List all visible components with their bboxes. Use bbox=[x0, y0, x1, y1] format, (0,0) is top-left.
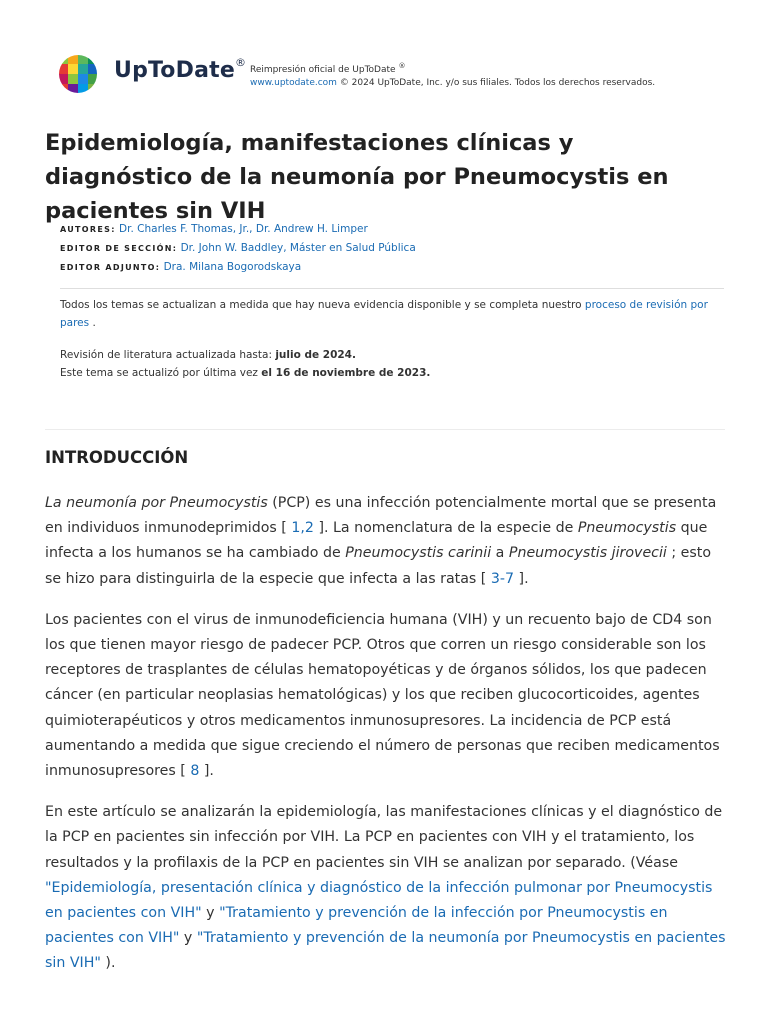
paragraph: La neumonía por Pneumocystis (PCP) es una infección potencialmente mortal que se presenta en individuos inmunodeprimidos [ 1,2 ]. La nomenclatura de la especie de Pneumocystis que infecta a los humanos se ha cambiado de Pneumocystis carinii a Pneumocystis jirovecii ; esto se hizo para distinguirla de la especie que infecta a las ratas [ 3-7 ]. bbox=[45, 495, 717, 587]
authorship-block bbox=[60, 220, 720, 277]
reference-link[interactable]: 1,2 bbox=[291, 520, 314, 537]
update-policy-note: Todos los temas se actualizan a medida que hay nueva evidencia disponible y se completa nuestro proceso de revisión por pares . bbox=[60, 299, 708, 329]
section-editor-row: EDITOR DE SECCIÓN: Dr. John W. Baddley, Máster en Salud Pública bbox=[60, 242, 416, 254]
paragraph: Los pacientes con el virus de inmunodeficiencia humana (VIH) y un recuento bajo de CD4 son los que tienen mayor riesgo de padecer PCP. Otros que corren un riesgo considerable son los receptores de trasplantes de células hematopoyéticas y de órganos sólidos, los que padecen cáncer (en particular neoplasias hematológicas) y los que reciben glucocorticoides, agentes quimioterapéuticos y otros medicamentos inmunosupresores. La incidencia de PCP está aumentando a medida que sigue creciendo el número de personas que reciben medicamentos inmunosupresores [ 8 ]. bbox=[45, 611, 720, 780]
brand-name: UpToDate® bbox=[114, 56, 247, 83]
reference-link[interactable]: 8 bbox=[190, 763, 200, 780]
authors-link[interactable]: Dr. Charles F. Thomas, Jr., Dr. Andrew H. Limper bbox=[119, 223, 368, 235]
header bbox=[58, 52, 738, 94]
update-dates: Revisión de literatura actualizada hasta: julio de 2024. Este tema se actualizó por última vez el 16 de noviembre de 2023. bbox=[60, 349, 431, 379]
reprint-notice: Reimpresión oficial de UpToDate ® www.uptodate.com © 2024 UpToDate, Inc. y/o sus filiales. Todos los derechos reservados. bbox=[250, 62, 656, 88]
topic-link[interactable]: "Tratamiento y prevención de la neumonía por Pneumocystis en pacientes sin VIH" bbox=[45, 930, 726, 972]
deputy-editor-row: EDITOR ADJUNTO: Dra. Milana Bogorodskaya bbox=[60, 261, 302, 273]
deputy-editor-link[interactable]: Dra. Milana Bogorodskaya bbox=[163, 261, 302, 273]
paragraph: En este artículo se analizarán la epidemiología, las manifestaciones clínicas y el diagnóstico de la PCP en pacientes sin infección por VIH. La PCP en pacientes con VIH y el tratamiento, los resultados y la profilaxis de la PCP en pacientes sin VIH se analizan por separado. (Véase "Epidemiología, presentación clínica y diagnóstico de la infección pulmonar por Pneumocystis en pacientes con VIH" y "Tratamiento y prevención de la infección por Pneumocystis en pacientes con VIH" y "Tratamiento y prevención de la neumonía por Pneumocystis en pacientes sin VIH" ). bbox=[45, 804, 726, 972]
authors-row: AUTORES: Dr. Charles F. Thomas, Jr., Dr. Andrew H. Limper bbox=[60, 223, 368, 235]
divider bbox=[60, 288, 724, 289]
lit-review-date: julio de 2024. bbox=[275, 349, 356, 361]
uptodate-site-link[interactable]: www.uptodate.com bbox=[250, 78, 337, 88]
page-title: Epidemiología, manifestaciones clínicas y diagnóstico de la neumonía por Pneumocystis en pacientes sin VIH bbox=[45, 130, 669, 224]
last-updated-date: el 16 de noviembre de 2023. bbox=[261, 367, 431, 379]
topic-link[interactable]: "Tratamiento y prevención de la infección por Pneumocystis en pacientes con VIH" bbox=[45, 905, 668, 947]
reference-link[interactable]: 3-7 bbox=[490, 570, 515, 587]
deputy-editor-label: EDITOR ADJUNTO bbox=[60, 263, 156, 272]
section-editor-link[interactable]: Dr. John W. Baddley, Máster en Salud Pública bbox=[180, 242, 416, 254]
uptodate-logo-icon[interactable] bbox=[58, 54, 98, 94]
divider bbox=[45, 429, 725, 430]
section-editor-label: EDITOR DE SECCIÓN bbox=[60, 244, 173, 253]
authors-label: AUTORES bbox=[60, 225, 112, 234]
article-body bbox=[45, 491, 730, 993]
section-heading: INTRODUCCIÓN bbox=[45, 448, 189, 467]
topic-link[interactable]: "Epidemiología, presentación clínica y diagnóstico de la infección pulmonar por Pneumocystis en pacientes con VIH" bbox=[45, 879, 713, 922]
peer-review-link[interactable]: proceso de revisión por pares bbox=[60, 299, 708, 329]
